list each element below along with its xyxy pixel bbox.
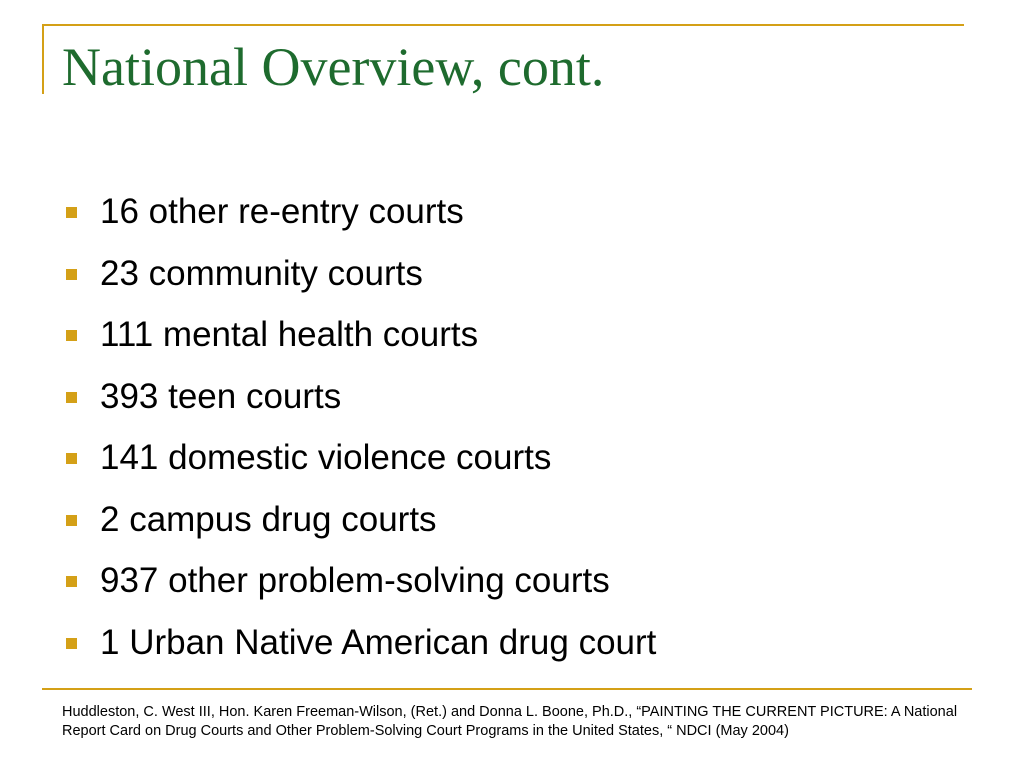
bullet-item-community-courts xyxy=(62,248,656,310)
bullet-text: 937 other problem-solving courts xyxy=(100,561,610,600)
frame-left-rule xyxy=(42,24,44,94)
bullet-item-domestic-violence-courts xyxy=(62,432,656,494)
bullet-text: 1 Urban Native American drug court xyxy=(100,622,657,662)
bullet-item-campus-drug-courts xyxy=(62,494,656,556)
square-bullet-icon xyxy=(66,638,77,649)
square-bullet-icon xyxy=(66,453,77,464)
bullet-text: 23 community courts xyxy=(100,253,423,293)
frame-top-rule xyxy=(42,24,964,26)
bullet-text: 393 teen courts xyxy=(100,376,342,416)
bullet-list xyxy=(62,186,656,678)
square-bullet-icon xyxy=(66,207,77,218)
bullet-item-mental-health-courts xyxy=(62,309,656,371)
bullet-item-teen-courts xyxy=(62,371,656,433)
bullet-item-reentry-courts xyxy=(62,186,656,248)
slide-title: National Overview, cont. xyxy=(62,37,605,97)
footer-rule xyxy=(42,688,972,690)
citation-text: Huddleston, C. West III, Hon. Karen Freeman-Wilson, (Ret.) and Donna L. Boone, Ph.D., “PAINTING THE CURRENT PICTURE: A National Report Card on Drug Courts and Other Problem-Solving Court Programs in the United States, “ NDCI (May 2004) xyxy=(62,704,958,739)
bullet-item-native-american-drug-court xyxy=(62,617,656,679)
square-bullet-icon xyxy=(66,269,77,280)
square-bullet-icon xyxy=(66,576,77,587)
bullet-text: 141 domestic violence courts xyxy=(100,438,552,477)
bullet-text: 111 mental health courts xyxy=(100,315,479,354)
bullet-text: 16 other re-entry courts xyxy=(100,192,464,231)
square-bullet-icon xyxy=(66,330,77,341)
bullet-text: 2 campus drug courts xyxy=(100,499,437,539)
bullet-item-problem-solving-courts xyxy=(62,555,656,617)
square-bullet-icon xyxy=(66,392,77,403)
square-bullet-icon xyxy=(66,515,77,526)
